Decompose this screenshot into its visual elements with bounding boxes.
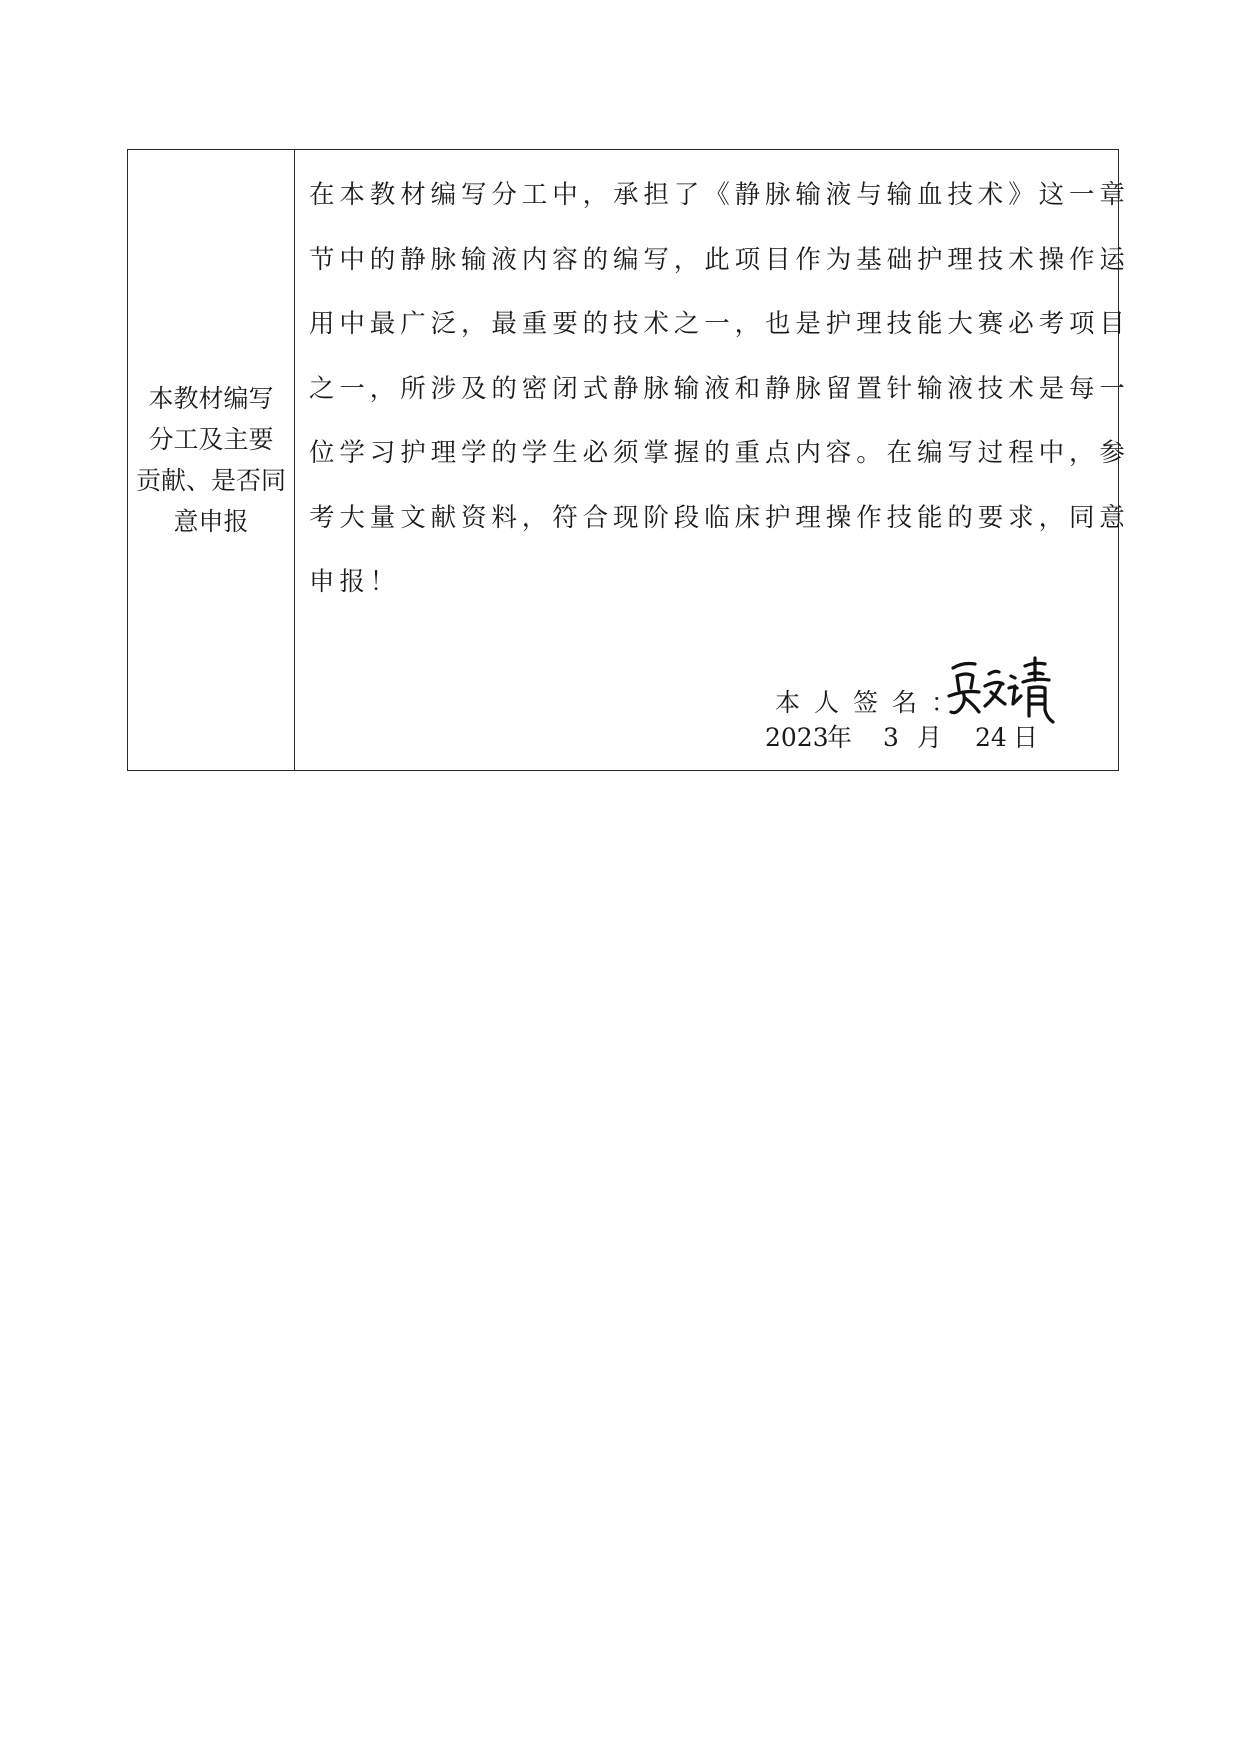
date-year: 2023 — [765, 723, 829, 752]
date-day-unit: 日 — [1013, 723, 1039, 752]
handwritten-signature — [945, 646, 1063, 726]
label-line: 本教材编写 — [148, 384, 274, 413]
signature-label: 本人签名： — [775, 688, 971, 717]
signature-date — [765, 718, 1038, 758]
label-text — [136, 378, 286, 542]
content-cell — [295, 150, 1130, 770]
statement-line: 节中的静脉输液内容的编写，此项目作为基础护理技术操作运 — [309, 244, 1130, 275]
date-day: 24 — [975, 723, 1007, 752]
label-line: 意申报 — [173, 507, 249, 536]
statement-line: 申报！ — [309, 567, 401, 597]
statement-line: 位学习护理学的学生必须掌握的重点内容。在编写过程中，参 — [309, 438, 1130, 468]
statement-line: 用中最广泛，最重要的技术之一，也是护理技能大赛必考项目 — [309, 309, 1130, 339]
label-cell — [128, 150, 295, 770]
signature-row — [775, 666, 1075, 726]
statement-line: 之一，所涉及的密闭式静脉输液和静脉留置针输液技术是每一 — [309, 373, 1130, 404]
label-line: 分工及主要 — [148, 425, 274, 454]
declaration-form-table — [127, 149, 1130, 771]
statement-line: 在本教材编写分工中，承担了《静脉输液与输血技术》这一章 — [309, 180, 1130, 210]
statement-line: 考大量文献资料，符合现阶段临床护理操作技能的要求，同意 — [309, 502, 1130, 533]
date-month-unit: 月 — [917, 723, 943, 752]
contribution-statement — [309, 163, 1130, 615]
label-line: 贡献、是否同 — [135, 466, 286, 495]
date-month: 3 — [883, 723, 899, 752]
date-year-unit: 年 — [827, 723, 853, 752]
